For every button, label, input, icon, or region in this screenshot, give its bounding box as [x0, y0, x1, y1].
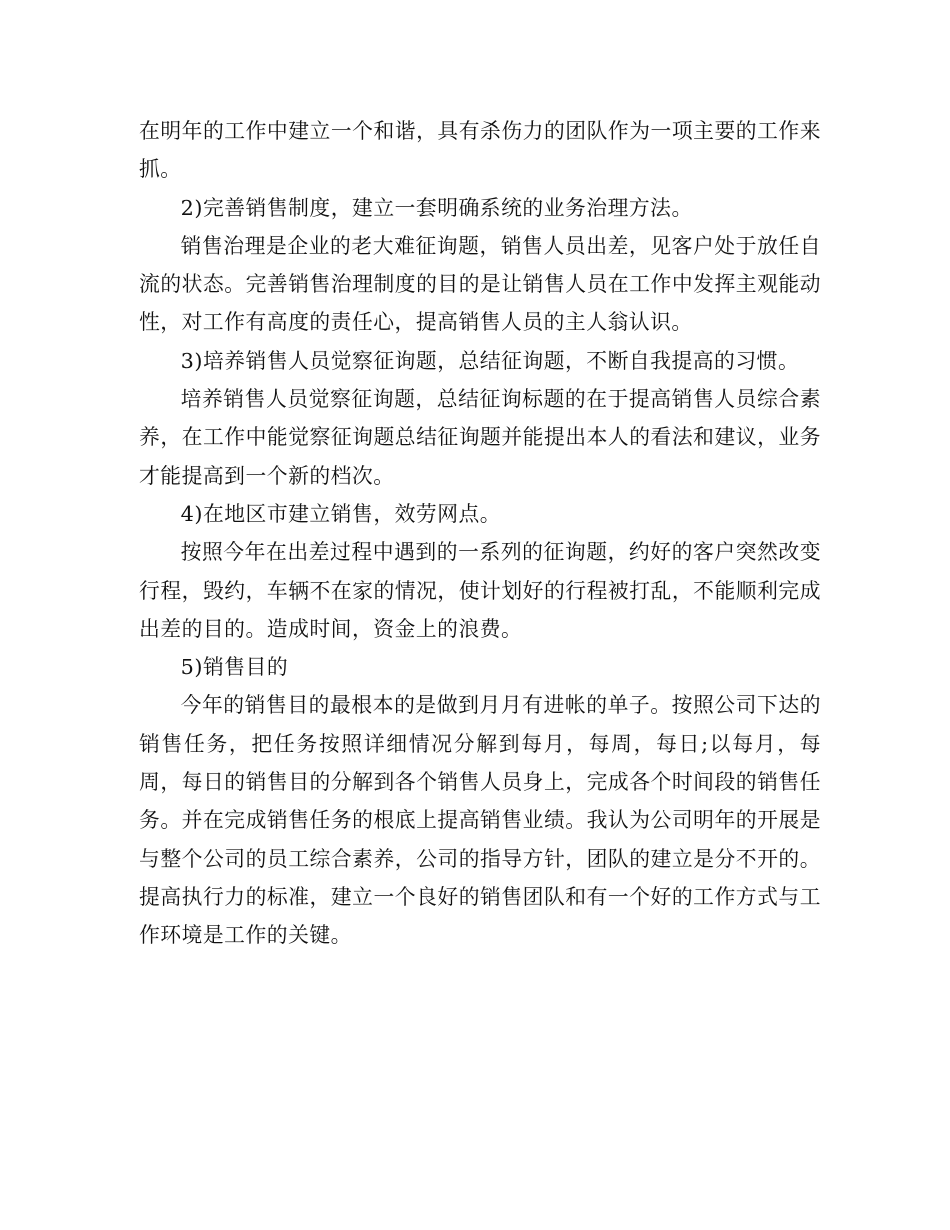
- section-heading-3: 3)培养销售人员觉察征询题，总结征询题，不断自我提高的习惯。: [180, 348, 800, 373]
- paragraph-sales-target: 今年的销售目的最根本的是做到月月有进帐的单子。按照公司下达的销售任务，把任务按照详细情况分解到每月，每周，每日;以每月，每周，每日的销售目的分解到各个销售人员身上，完成各个时间段的销售任务。并在完成销售任务的根底上提高销售业绩。我认为公司明年的开展是与整个公司的员工综合素养，公司的指导方针，团队的建立是分不开的。提高执行力的标准，建立一个良好的销售团队和有一个好的工作方式与工作环境是工作的关键。: [139, 693, 821, 948]
- paragraph-service-network: 按照今年在出差过程中遇到的一系列的征询题，约好的客户突然改变行程，毁约，车辆不在家的情况，使计划好的行程被打乱，不能顺利完成出差的目的。造成时间，资金上的浪费。: [139, 540, 821, 641]
- paragraph-sales-management: 销售治理是企业的老大难征询题，销售人员出差，见客户处于放任自流的状态。完善销售治理制度的目的是让销售人员在工作中发挥主观能动性，对工作有高度的责任心，提高销售人员的主人翁认识。: [139, 233, 821, 335]
- section-heading-5: 5)销售目的: [180, 655, 289, 680]
- section-heading-4: 4)在地区市建立销售，效劳网点。: [180, 501, 502, 526]
- document-body: [139, 112, 821, 955]
- section-heading-2: 2)完善销售制度，建立一套明确系统的业务治理方法。: [180, 195, 693, 220]
- paragraph-training: 培养销售人员觉察征询题，总结征询标题的在于提高销售人员综合素养，在工作中能觉察征询题总结征询题并能提出本人的看法和建议，业务才能提高到一个新的档次。: [139, 387, 821, 488]
- paragraph-continuation: 在明年的工作中建立一个和谐，具有杀伤力的团队作为一项主要的工作来抓。: [139, 119, 821, 182]
